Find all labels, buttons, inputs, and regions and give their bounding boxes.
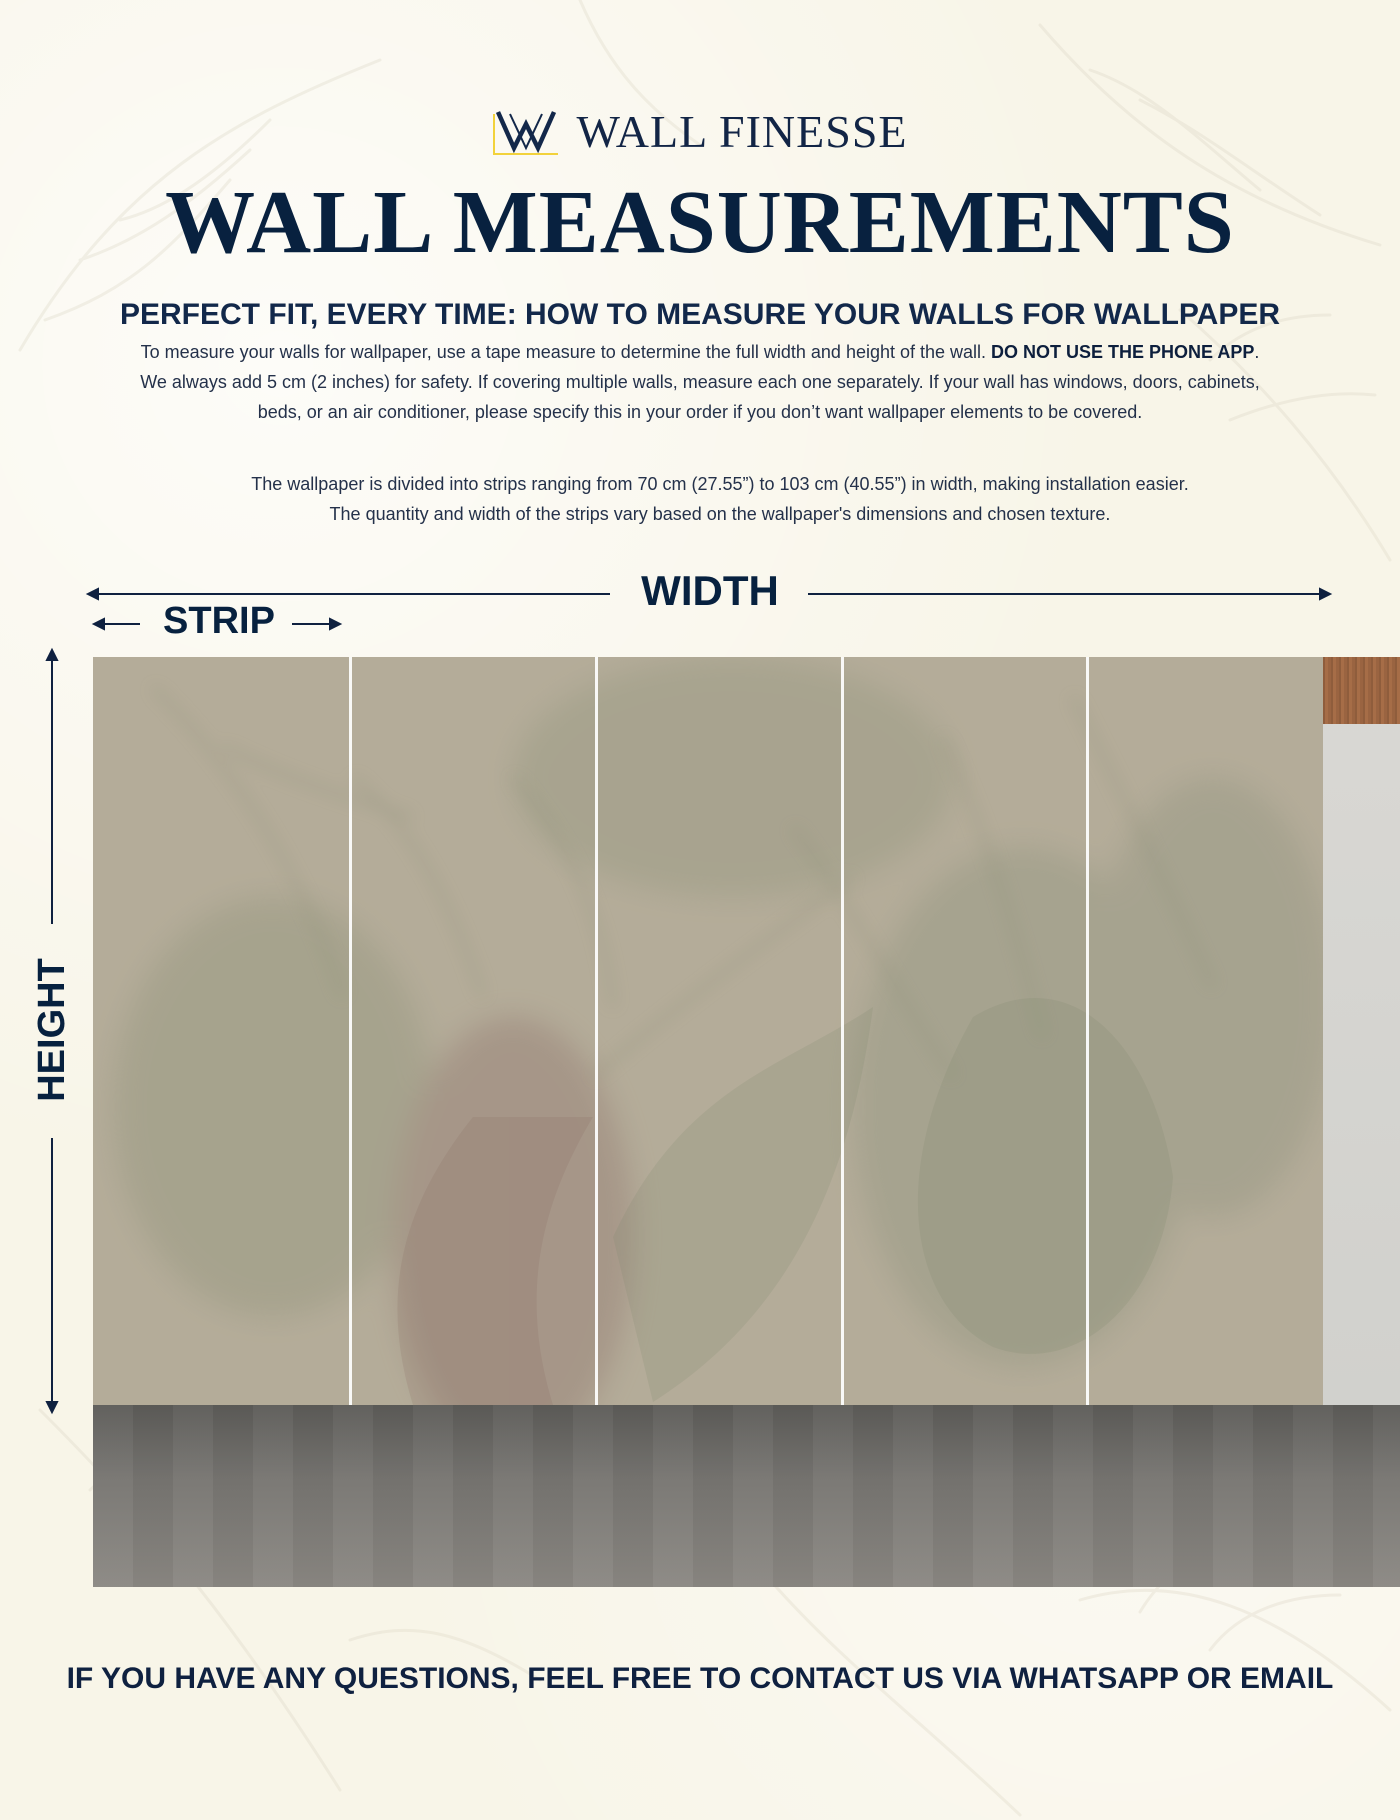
brand-name: WALL FINESSE [576,106,908,157]
wallpaper-wall [93,657,1323,1405]
wallpaper-pattern [93,657,1323,1405]
strip-note-line-1: The wallpaper is divided into strips ranging from 70 cm (27.55”) to 103 cm (40.55”) in width, making installation easier. [251,474,1189,494]
strip-label: STRIP [163,600,275,642]
intro-line-2: We always add 5 cm (2 inches) for safety. If covering multiple walls, measure each one separately. If your wall has windows, doors, cabinets, [140,372,1260,392]
intro-text [96,337,1304,427]
brand-logo [0,108,1400,156]
contact-footer: IF YOU HAVE ANY QUESTIONS, FEEL FREE TO CONTACT US VIA WHATSAPP OR EMAIL [66,1662,1334,1695]
page-title: WALL MEASUREMENTS [165,173,1235,272]
concrete-floor [93,1405,1400,1587]
page-subtitle: PERFECT FIT, EVERY TIME: HOW TO MEASURE YOUR WALLS FOR WALLPAPER [119,298,1281,331]
intro-line-3: beds, or an air conditioner, please specify this in your order if you don’t want wallpaper elements to be covered. [257,402,1143,422]
phone-app-warning: DO NOT USE THE PHONE APP [991,342,1255,362]
strip-note [220,469,1220,529]
wall-finesse-monogram [492,108,560,156]
strip-divider-4 [1086,657,1089,1405]
strip-divider-3 [841,657,844,1405]
strip-note-line-2: The quantity and width of the strips vary based on the wallpaper's dimensions and chosen texture. [329,504,1111,524]
intro-line-1-prefix: To measure your walls for wallpaper, use a tape measure to determine the full width and height of the wall. [140,342,992,362]
intro-line-1-suffix: . [1254,342,1260,362]
wood-trim [1323,657,1400,724]
intro-line-1 [96,337,1304,367]
wall-measurement-diagram [93,657,1400,1587]
strip-divider-2 [595,657,598,1405]
strip-divider-1 [349,657,352,1405]
width-label: WIDTH [641,567,779,614]
height-label: HEIGHT [31,958,73,1102]
